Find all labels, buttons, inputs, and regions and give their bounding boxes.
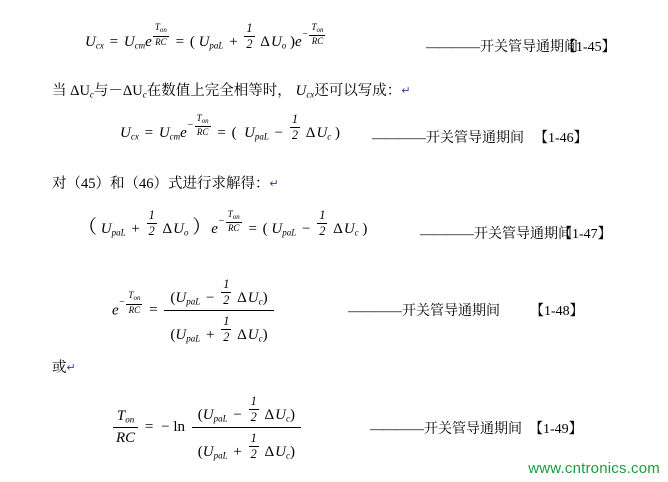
equation-1-48: e− $\frac{T_{on}}{RC}$ = ($U_{paL}$ − $\frac{1}{2}$ $\Delta U_c$) ($U_{paL}$ + $\frac{1}{2}$ $\Delta U_c$)	[112, 278, 275, 344]
note-text: ——开关管导通期间	[452, 40, 578, 55]
body-text-1-part2: 与－ΔU	[93, 83, 143, 99]
equation-1-47-tag: 【1-47】	[558, 227, 612, 242]
equation-1-45: $U_{cx} = U_{cm}e$ $\frac{T_{on}}{RC}$ = ( $U_{paL}$ + $\frac{1}{2}$ $\Delta U_o$ )e− $\frac{T_{on}}{RC}$	[85, 21, 324, 51]
body-text-3: 或↵	[52, 360, 76, 376]
equation-1-49-tag: 【1-49】	[529, 422, 583, 437]
equation-1-45-tag: 【1-45】	[562, 40, 616, 55]
body-text-1-part1: 当 ΔU	[52, 83, 90, 99]
equation-1-46: $U_{cx} = U_{cm}e-$ $\frac{T_{on}}{RC}$ = ( $U_{paL}$ − $\frac{1}{2}$ $\Delta U_c$ )	[120, 112, 341, 142]
equation-1-48-note: ————开关管导通期间	[348, 304, 500, 319]
paragraph-mark: ↵	[401, 85, 411, 97]
equation-1-46-note: ————开关管导通期间	[372, 131, 524, 146]
body-text-2: 对（45）和（46）式进行求解得：↵	[52, 176, 279, 192]
equation-1-47: （ $U_{paL}$ + $\frac{1}{2}$ $\Delta U_o$ ）e− $\frac{T_{on}}{RC}$ = ( $U_{paL}$ − $\frac{1}{2}$ $\Delta U_c$ )	[78, 208, 368, 239]
equation-1-49-note: ————开关管导通期间	[370, 422, 522, 437]
equation-1-46-tag: 【1-46】	[534, 131, 588, 146]
body-text-1-part4: 还可以写成：	[314, 83, 402, 99]
equation-1-45-note: ————开关管导通期间	[426, 40, 578, 55]
paragraph-mark: ↵	[66, 362, 76, 374]
equation-1-48-tag: 【1-48】	[530, 304, 584, 319]
equation-1-49: $\frac{T_{on}}{RC}$ = − ln ($U_{paL}$ − $\frac{1}{2}$ $\Delta U_c$) ($U_{paL}$ + $\frac{1}{2}$ $\Delta U_c$)	[112, 395, 302, 461]
body-text-1-part3: 在数值上完全相等时，	[146, 83, 292, 99]
body-text-1: 当 $\Delta U_c$与$-\Delta U_c$在数值上完全相等时， $U_{cx}$还可以写成：↵	[52, 83, 411, 100]
equation-1-47-note: ————开关管导通期间	[420, 227, 572, 242]
watermark: www.cntronics.com	[528, 460, 660, 477]
paragraph-mark: ↵	[269, 178, 279, 190]
